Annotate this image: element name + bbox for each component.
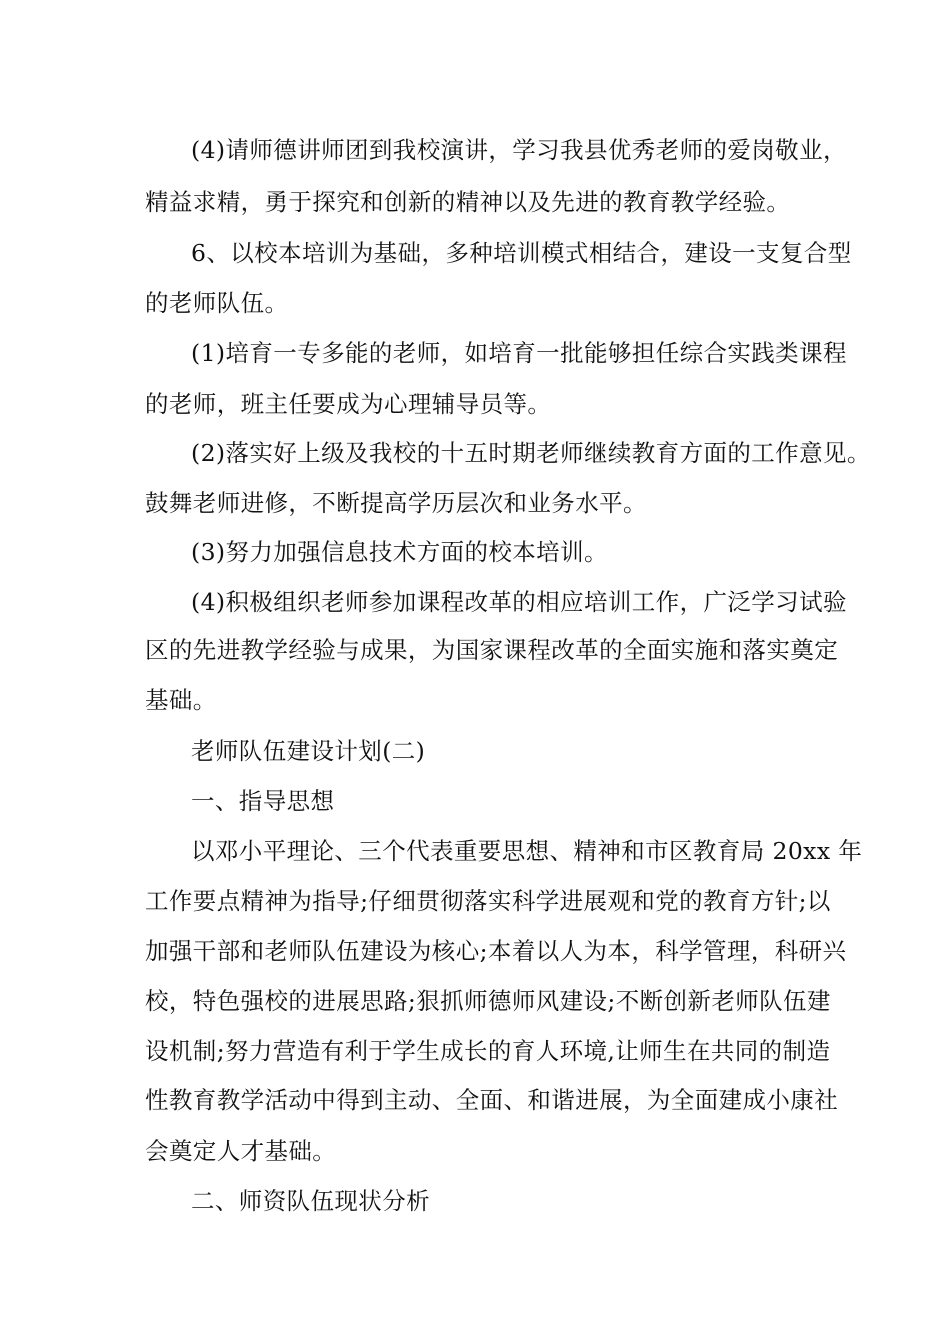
text-line: 设机制;努力营造有利于学生成长的育人环境,让师生在共同的制造 bbox=[145, 1037, 831, 1065]
text-line: 区的先进教学经验与成果，为国家课程改革的全面实施和落实奠定 bbox=[145, 636, 839, 664]
text-line: (4)积极组织老师参加课程改革的相应培训工作，广泛学习试验 bbox=[191, 588, 847, 616]
text-line: (2)落实好上级及我校的十五时期老师继续教育方面的工作意见。 bbox=[191, 439, 871, 467]
text-line: 精益求精，勇于探究和创新的精神以及先进的教育教学经验。 bbox=[145, 188, 791, 216]
text-line: 校，特色强校的进展思路;狠抓师德师风建设;不断创新老师队伍建 bbox=[145, 987, 831, 1015]
text-line: 以邓小平理论、三个代表重要思想、精神和市区教育局 20xx 年 bbox=[191, 837, 863, 865]
text-line: 鼓舞老师进修，不断提高学历层次和业务水平。 bbox=[145, 489, 647, 517]
text-line: 加强干部和老师队伍建设为核心;本着以人为本，科学管理，科研兴 bbox=[145, 937, 847, 965]
text-line: 性教育教学活动中得到主动、全面、和谐进展，为全面建成小康社 bbox=[145, 1086, 839, 1114]
text-line: (4)请师德讲师团到我校演讲，学习我县优秀老师的爱岗敬业， bbox=[191, 136, 847, 164]
text-line: 基础。 bbox=[145, 686, 217, 714]
section-heading: 一、指导思想 bbox=[191, 787, 335, 815]
text-line: 的老师，班主任要成为心理辅导员等。 bbox=[145, 390, 552, 418]
text-line: (1)培育一专多能的老师，如培育一批能够担任综合实践类课程 bbox=[191, 339, 847, 367]
text-line: (3)努力加强信息技术方面的校本培训。 bbox=[191, 538, 608, 566]
text-line: 会奠定人才基础。 bbox=[145, 1137, 337, 1165]
text-line: 工作要点精神为指导;仔细贯彻落实科学进展观和党的教育方针;以 bbox=[145, 887, 831, 915]
text-line: 6、以校本培训为基础，多种培训模式相结合，建设一支复合型 bbox=[191, 239, 852, 267]
section-title: 老师队伍建设计划(二) bbox=[191, 737, 426, 765]
section-heading: 二、师资队伍现状分析 bbox=[191, 1187, 430, 1215]
text-line: 的老师队伍。 bbox=[145, 289, 289, 317]
